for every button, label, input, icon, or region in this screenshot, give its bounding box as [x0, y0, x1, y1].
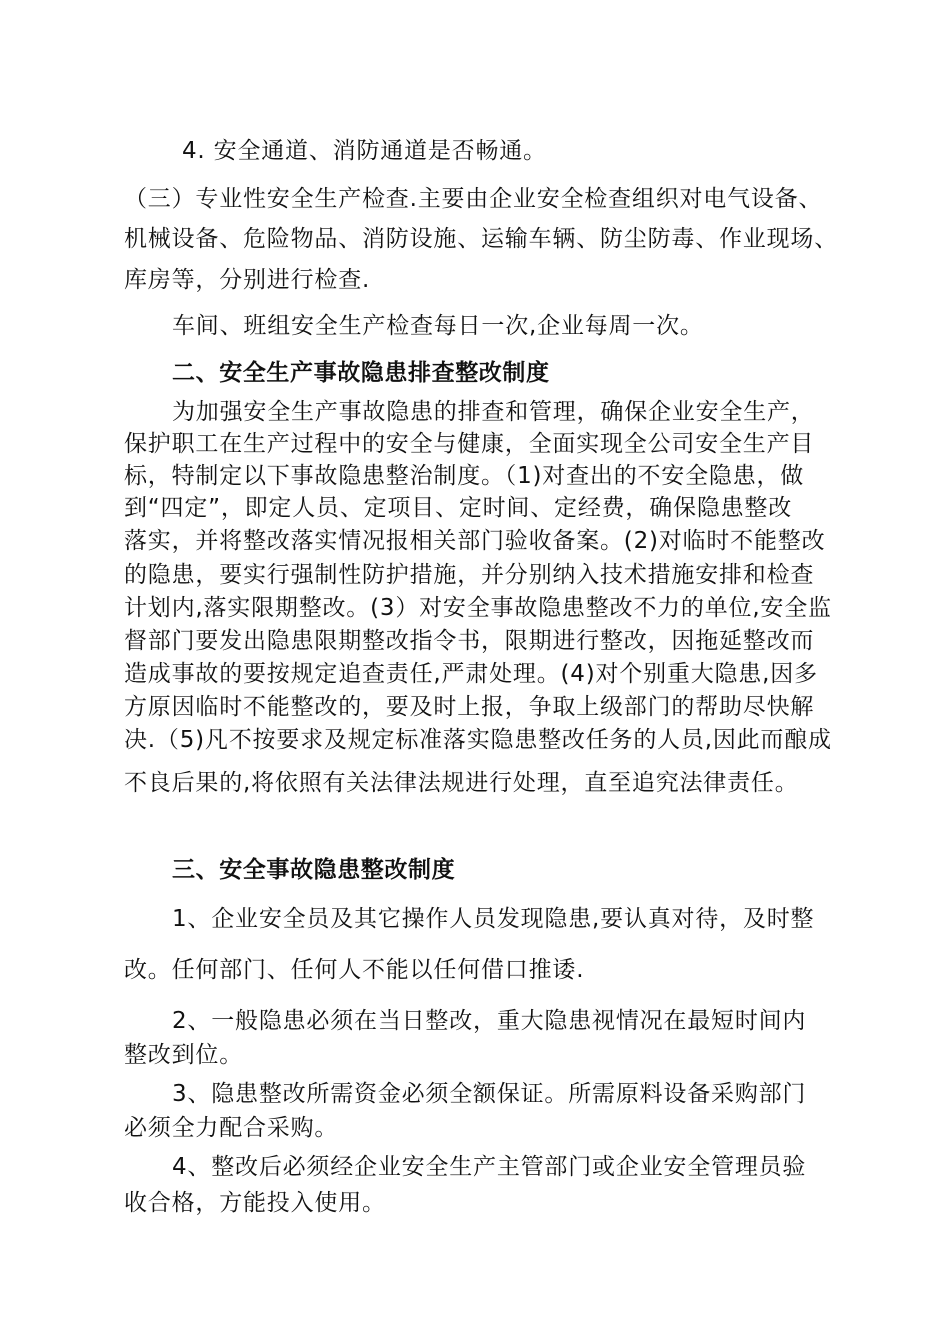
- section-3-line-2: 机械设备、危险物品、消防设施、运输车辆、防尘防毒、作业现场、: [124, 226, 838, 252]
- section-heading-3: 三、安全事故隐患整改制度: [172, 857, 456, 883]
- rule-1-line-2: 改。任何部门、任何人不能以任何借口推诿.: [124, 957, 585, 983]
- para2-line-4: 到“四定”，即定人员、定项目、定时间、定经费，确保隐患整改: [124, 495, 793, 521]
- rule-2-line-2: 整改到位。: [124, 1042, 243, 1068]
- rule-2-line-1: 2、一般隐患必须在当日整改，重大隐患视情况在最短时间内: [172, 1008, 807, 1034]
- para2-line-9: 造成事故的要按规定追查责任,严肃处理。(4)对个别重大隐患,因多: [124, 661, 818, 687]
- para2-line-2: 保护职工在生产过程中的安全与健康，全面实现全公司安全生产目: [124, 431, 815, 457]
- para2-line-8: 督部门要发出隐患限期整改指令书，限期进行整改，因拖延整改而: [124, 628, 815, 654]
- para2-line-7: 计划内,落实限期整改。(3）对安全事故隐患整改不力的单位,安全监: [124, 595, 832, 621]
- inspection-frequency: 车间、班组安全生产检查每日一次,企业每周一次。: [172, 313, 704, 339]
- para2-line-11: 决.（5)凡不按要求及规定标准落实隐患整改任务的人员,因此而酿成: [124, 727, 832, 753]
- para2-line-10: 方原因临时不能整改的，要及时上报，争取上级部门的帮助尽快解: [124, 694, 815, 720]
- section-heading-2: 二、安全生产事故隐患排查整改制度: [172, 360, 550, 386]
- check-item-4: 4. 安全通道、消防通道是否畅通。: [182, 138, 547, 164]
- rule-4-line-1: 4、整改后必须经企业安全生产主管部门或企业安全管理员验: [172, 1154, 807, 1180]
- para2-line-5: 落实，并将整改落实情况报相关部门验收备案。(2)对临时不能整改: [124, 528, 826, 554]
- rule-4-line-2: 收合格，方能投入使用。: [124, 1190, 386, 1216]
- para2-line-3: 标，特制定以下事故隐患整治制度。（1)对查出的不安全隐患，做: [124, 463, 805, 489]
- section-3-line-3: 库房等，分别进行检查.: [124, 267, 371, 293]
- para2-line-12: 不良后果的,将依照有关法律法规进行处理，直至追究法律责任。: [124, 770, 799, 796]
- para2-line-1: 为加强安全生产事故隐患的排查和管理，确保企业安全生产，: [172, 399, 815, 425]
- rule-3-line-2: 必须全力配合采购。: [124, 1115, 339, 1141]
- para2-line-6: 的隐患，要实行强制性防护措施，并分别纳入技术措施安排和检查: [124, 562, 815, 588]
- section-3-line-1: （三）专业性安全生产检查.主要由企业安全检查组织对电气设备、: [124, 186, 823, 212]
- rule-3-line-1: 3、隐患整改所需资金必须全额保证。所需原料设备采购部门: [172, 1081, 807, 1107]
- rule-1-line-1: 1、企业安全员及其它操作人员发现隐患,要认真对待，及时整: [172, 906, 815, 932]
